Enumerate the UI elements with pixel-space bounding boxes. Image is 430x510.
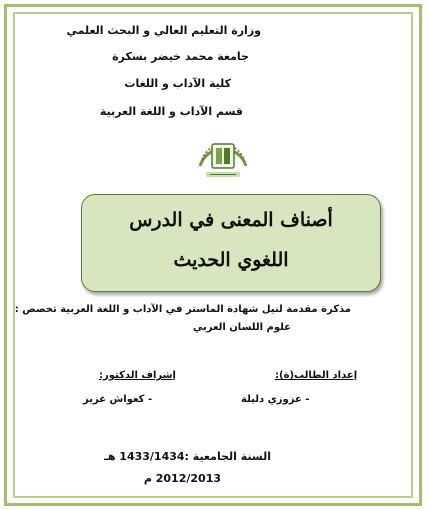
thesis-title-line-2: اللغوي الحديث [173,249,289,271]
supervisor-label: إشراف الدكتور: [99,370,176,381]
university-emblem-icon [192,126,254,182]
faculty-text: كلية الآداب و اللغات [124,77,231,90]
supervisor-name: - كعواش عزيز [83,394,153,405]
thesis-title-box [81,194,381,292]
department-text: قسم الآداب و اللغة العربية [99,105,243,118]
thesis-title-line-1: أصناف المعنى في الدرس [129,209,333,231]
ministry-text: وزارة التعليم العالي و البحث العلمي [66,24,261,37]
university-text: جامعة محمد خيضر بسكرة [112,50,249,63]
student-label: إعداد الطالب(ة): [275,370,358,381]
student-name: - عزوزي دليلة [241,394,310,405]
academic-year-gregorian: 2012/2013 م [143,472,221,485]
degree-note-line-2: علوم اللسان العربي [192,322,291,333]
academic-year-hijri: السنة الجامعية :1433/1434 هـ [104,450,271,463]
page-border-inner [13,12,413,498]
degree-note-line-1: مذكرة مقدمة لنيل شهادة الماستر في الآداب و اللغة العربية تخصص : [14,304,351,315]
